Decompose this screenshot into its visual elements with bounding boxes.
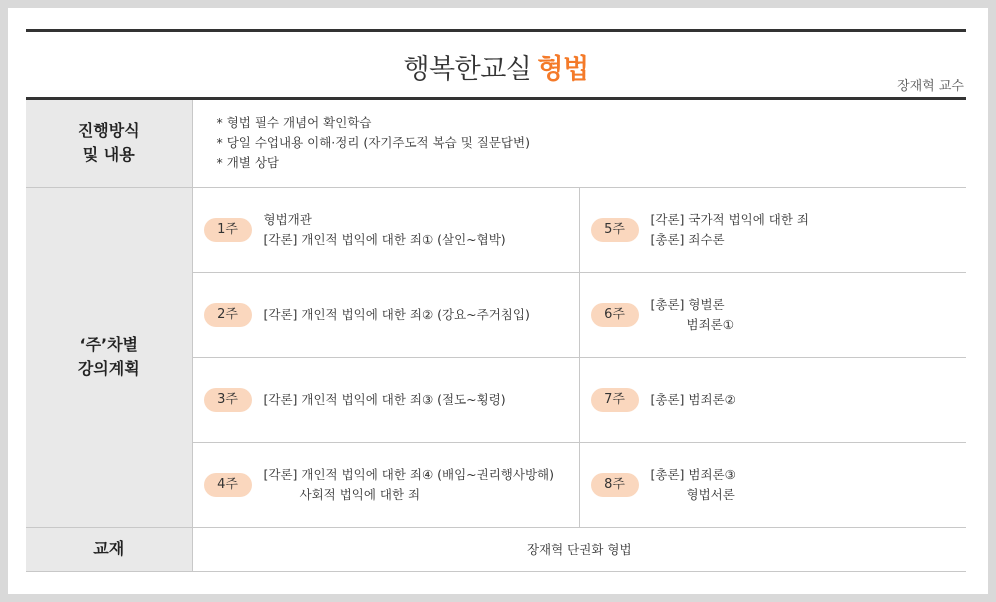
week-5-cell	[579, 187, 966, 272]
week-badge: 8주	[591, 473, 639, 497]
page-title	[26, 47, 966, 86]
week-2-cell	[192, 272, 579, 357]
week-line: 범죄론①	[686, 316, 734, 332]
week-line: 사회적 법익에 대한 죄	[299, 486, 421, 502]
textbook-row	[26, 527, 966, 571]
method-item: * 형법 필수 개념어 확인학습	[216, 115, 372, 131]
week-badge: 6주	[591, 303, 639, 327]
week-badge: 7주	[591, 388, 639, 412]
week-8-cell	[579, 442, 966, 527]
week-line: [각론] 국가적 법익에 대한 죄	[650, 211, 809, 227]
textbook-value: 장재혁 단권화 형법	[192, 527, 966, 571]
lecture-card	[8, 8, 988, 594]
week-line: [총론] 범죄론③	[650, 466, 736, 482]
method-header	[26, 100, 192, 187]
week-7-cell	[579, 357, 966, 442]
week-line: 형법서론	[686, 486, 735, 502]
week-line: [각론] 개인적 법익에 대한 죄① (살인~협박)	[263, 231, 506, 247]
week-badge: 2주	[204, 303, 252, 327]
method-item: * 당일 수업내용 이해·정리 (자기주도적 복습 및 질문답변)	[216, 135, 530, 151]
title-main: 행복한교실	[403, 54, 532, 85]
week-badge: 5주	[591, 218, 639, 242]
content-wrapper	[26, 29, 966, 572]
week-line: [총론] 죄수론	[650, 231, 725, 247]
week-badge: 4주	[204, 473, 252, 497]
week-4-cell	[192, 442, 579, 527]
plan-header-line2: 강의계획	[77, 359, 140, 378]
week-line: [총론] 형벌론	[650, 296, 725, 312]
week-line: [각론] 개인적 법익에 대한 죄③ (절도~횡령)	[263, 391, 506, 407]
week-row	[26, 187, 966, 272]
method-row	[26, 100, 966, 187]
method-item: * 개별 상담	[216, 155, 279, 171]
title-area	[26, 32, 966, 97]
textbook-header: 교재	[26, 527, 192, 571]
week-badge: 1주	[204, 218, 252, 242]
week-6-cell	[579, 272, 966, 357]
title-accent: 형법	[537, 54, 589, 85]
week-line: [총론] 범죄론②	[650, 391, 736, 407]
week-line: 형법개관	[263, 211, 312, 227]
professor-name: 장재혁 교수	[897, 79, 964, 94]
week-line: [각론] 개인적 법익에 대한 죄④ (배임~권리행사방해)	[263, 466, 554, 482]
method-list	[193, 113, 967, 173]
schedule-table	[26, 100, 966, 572]
method-header-line1: 진행방식	[77, 121, 140, 141]
week-1-cell	[192, 187, 579, 272]
week-3-cell	[192, 357, 579, 442]
plan-header-line1: ‘주’차별	[79, 335, 139, 354]
method-header-line2: 및 내용	[82, 145, 135, 165]
week-line: [각론] 개인적 법익에 대한 죄② (강요~주거침입)	[263, 306, 530, 322]
week-badge: 3주	[204, 388, 252, 412]
method-content-cell	[192, 100, 966, 187]
plan-header	[26, 187, 192, 527]
